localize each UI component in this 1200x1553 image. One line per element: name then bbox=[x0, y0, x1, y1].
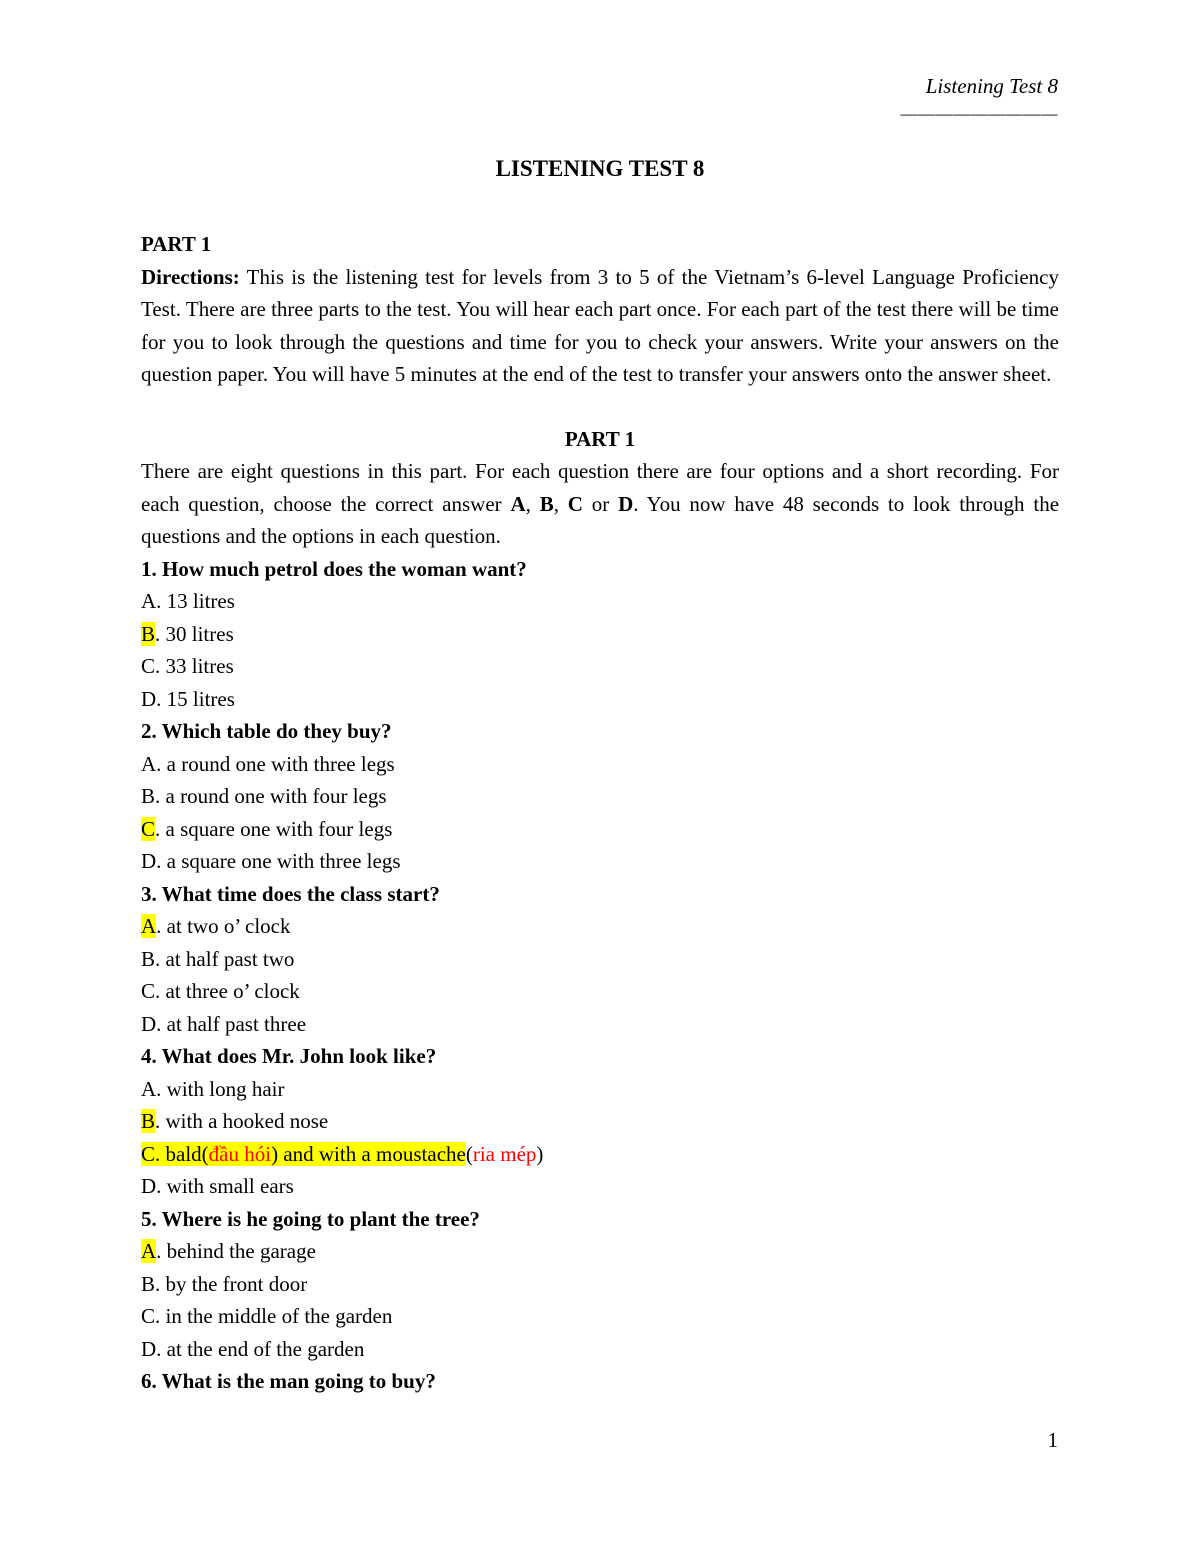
answer-highlight: C. bald(đầu hói) and with a moustache bbox=[141, 1141, 466, 1166]
answer-highlight: C bbox=[141, 816, 156, 841]
option-2d: D. a square one with three legs bbox=[141, 849, 401, 873]
question-1: 1. How much petrol does the woman want? bbox=[141, 556, 527, 581]
option-2b: B. a round one with four legs bbox=[141, 784, 387, 808]
option-5c: C. in the middle of the garden bbox=[141, 1304, 393, 1328]
header-rule: ————————— bbox=[900, 104, 1058, 123]
option-3c: C. at three o’ clock bbox=[141, 979, 300, 1003]
option-3a-answer: A. at two o’ clock bbox=[141, 914, 291, 938]
question-2: 2. Which table do they buy? bbox=[141, 719, 392, 743]
option-4b: B. with a hooked nose bbox=[141, 1109, 329, 1133]
option-2c-answer: C. a square one with four legs bbox=[141, 816, 393, 841]
directions-text: This is the listening test for levels from 3 to 5 of the Vietnam’s 6-level Language Proficiency Test. There are three parts to the test. You will hear each part once. For each part of the test there will be time for you to look through the questions and time for you to check your answers. Write your answers on the question paper. You will have 5 minutes at the end of the test to transfer your answers onto the answer sheet. bbox=[141, 264, 1059, 386]
answer-highlight: B bbox=[141, 1109, 156, 1133]
question-4: 4. What does Mr. John look like? bbox=[141, 1044, 437, 1068]
option-1b-answer: B. 30 litres bbox=[141, 621, 234, 646]
answer-highlight: A bbox=[141, 1239, 157, 1263]
directions-label: Directions: bbox=[141, 264, 240, 289]
option-4c-answer: C. bald(đầu hói) and with a moustache(ria mép) bbox=[141, 1141, 544, 1166]
option-5d: D. at the end of the garden bbox=[141, 1336, 365, 1361]
option-5b: B. by the front door bbox=[141, 1271, 308, 1296]
running-header: Listening Test 8 bbox=[925, 74, 1058, 98]
option-1d: D. 15 litres bbox=[141, 686, 235, 711]
option-1c: C. 33 litres bbox=[141, 654, 234, 678]
question-6: 6. What is the man going to buy? bbox=[141, 1369, 436, 1393]
question-5: 5. Where is he going to plant the tree? bbox=[141, 1206, 480, 1231]
option-5a-answer: A. behind the garage bbox=[141, 1239, 316, 1263]
annotation-note: đầu hói bbox=[208, 1141, 272, 1166]
instructions-paragraph: There are eight questions in this part. For each question there are four options and a short recording. For each question, choose the correct answer A, B, C or D. You now have 48 seconds to look through the questions and the options in each question. bbox=[141, 459, 1060, 548]
option-1a: A. 13 litres bbox=[141, 589, 235, 613]
page-number: 1 bbox=[1047, 1428, 1058, 1452]
option-4d: D. with small ears bbox=[141, 1174, 294, 1198]
document-body bbox=[141, 228, 1059, 1398]
directions-paragraph bbox=[141, 261, 1059, 391]
question-3: 3. What time does the class start? bbox=[141, 881, 440, 906]
annotation-note: ria mép bbox=[472, 1141, 537, 1166]
option-2a: A. a round one with three legs bbox=[141, 751, 395, 776]
option-3d: D. at half past three bbox=[141, 1011, 307, 1036]
answer-highlight: A bbox=[141, 914, 157, 938]
option-4a: A. with long hair bbox=[141, 1076, 285, 1101]
part-heading: PART 1 bbox=[564, 426, 636, 451]
answer-highlight: B bbox=[141, 621, 156, 646]
option-3b: B. at half past two bbox=[141, 946, 295, 971]
part-label: PART 1 bbox=[141, 232, 212, 256]
page-title: LISTENING TEST 8 bbox=[495, 156, 705, 181]
